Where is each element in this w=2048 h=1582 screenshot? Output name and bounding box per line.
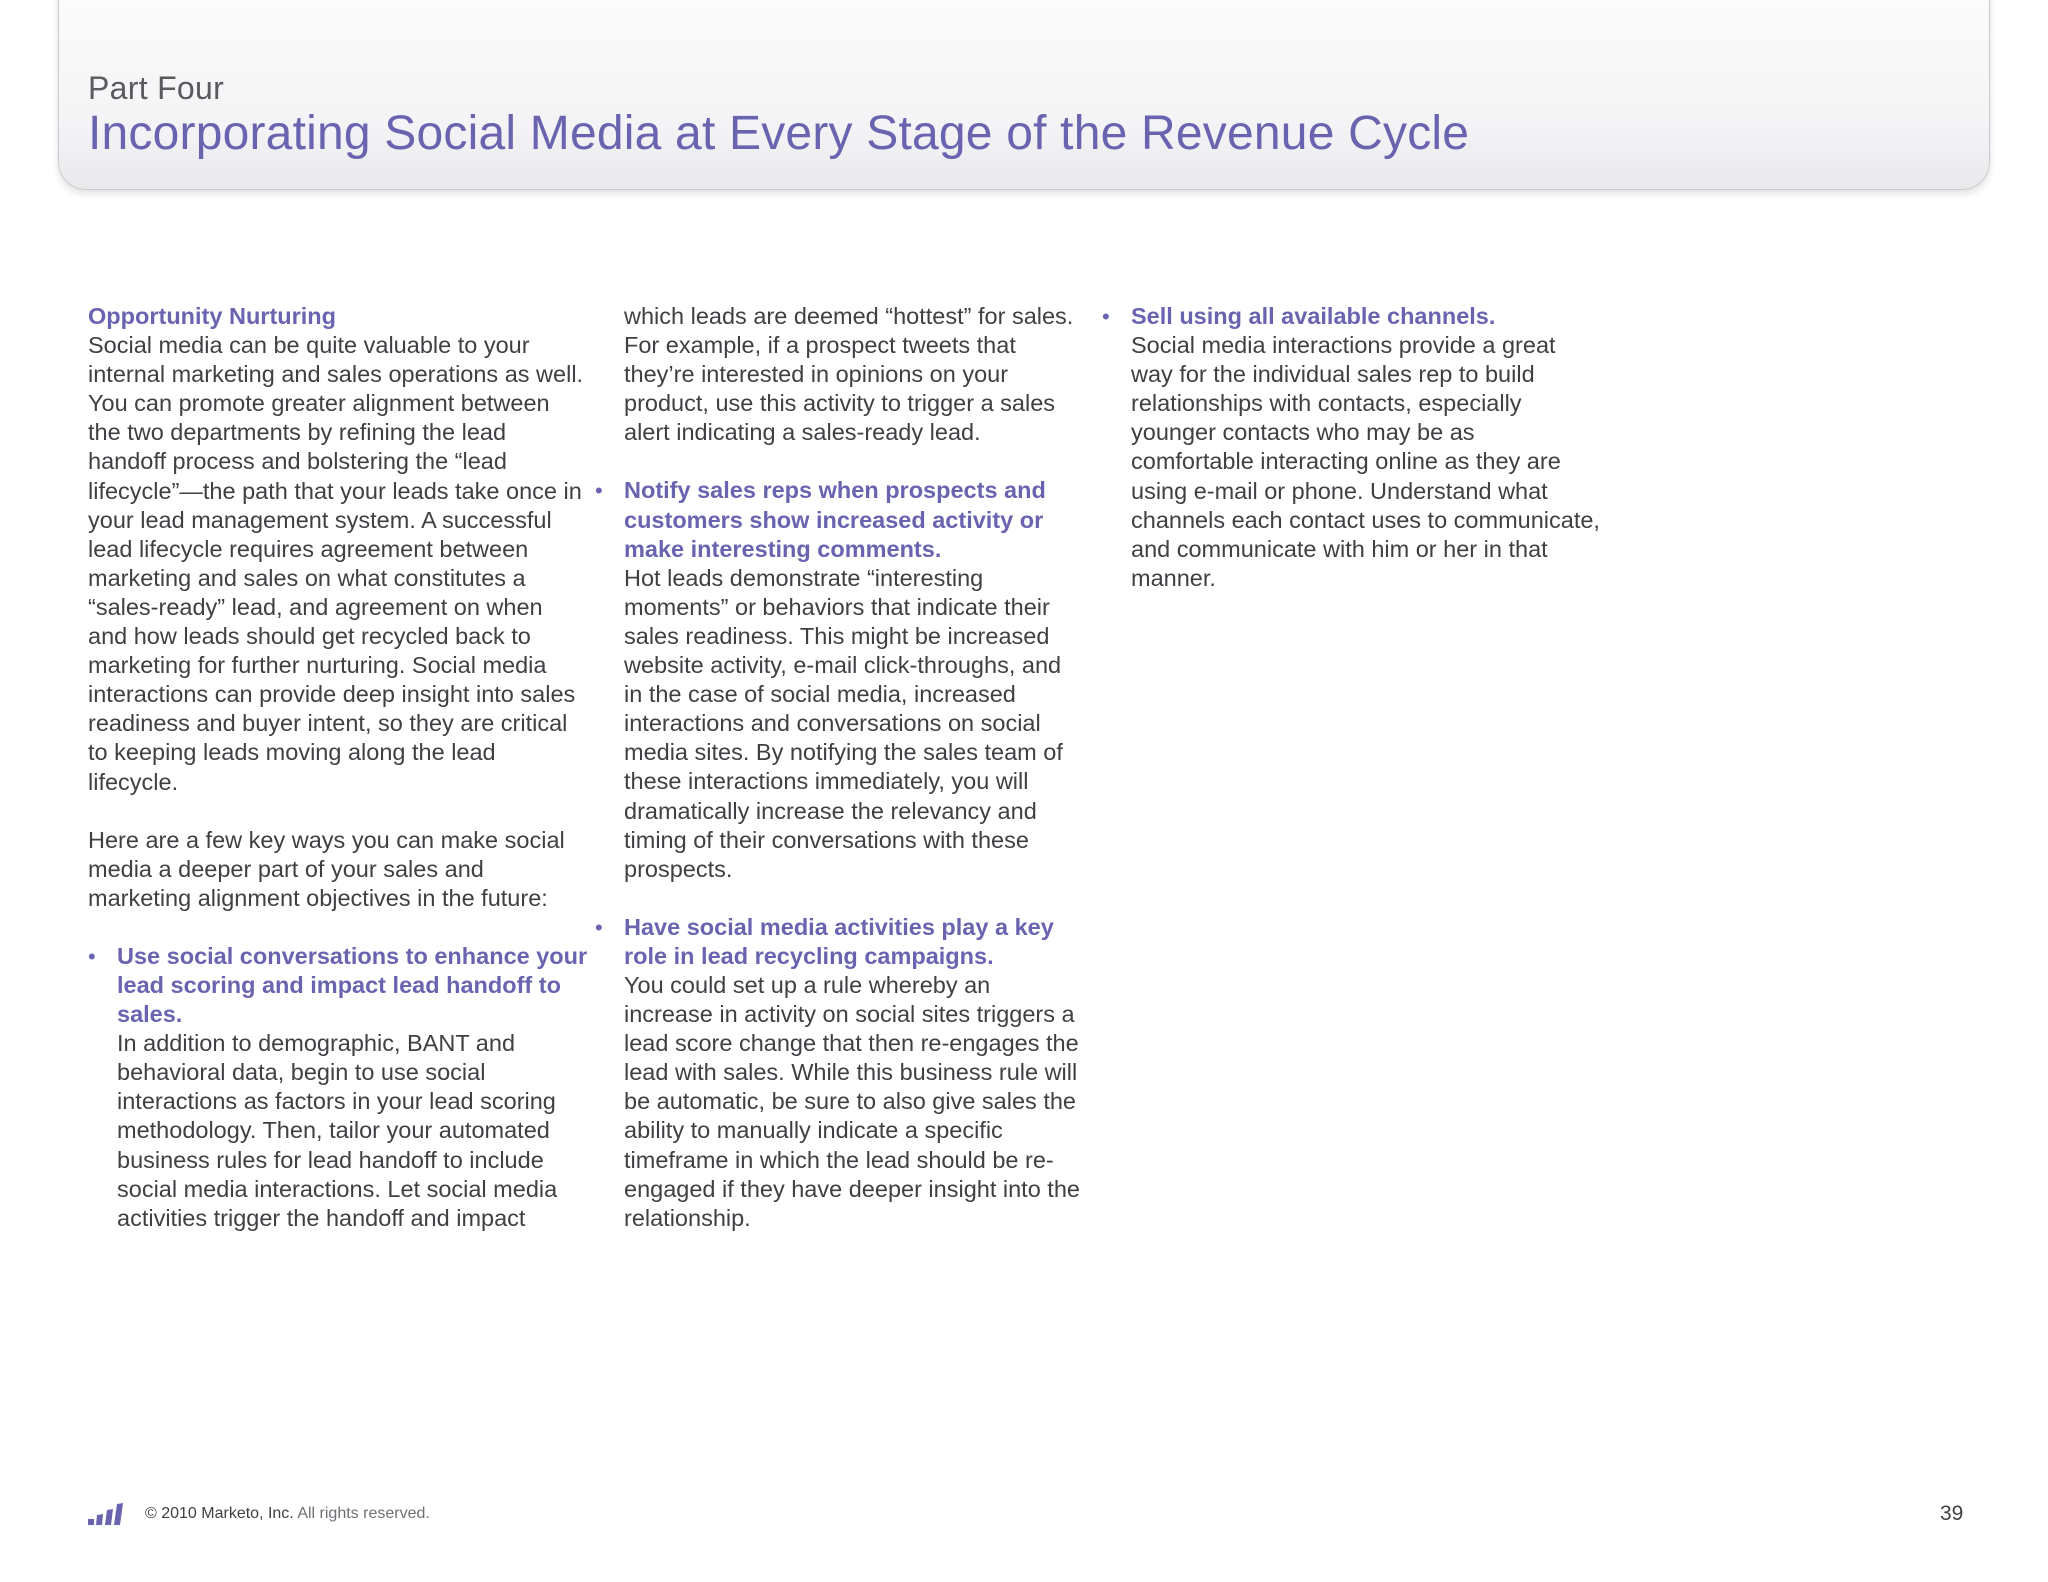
- column-1: [88, 302, 588, 1262]
- page-number: 39: [1940, 1502, 1964, 1525]
- bullet-title: Sell using all available channels.: [1131, 303, 1496, 329]
- rights-text: All rights reserved.: [297, 1505, 430, 1522]
- list-item: [88, 942, 588, 1233]
- bullet-icon: •: [595, 478, 603, 504]
- bullet-text: You could set up a rule whereby an increase in activity on social sites triggers a lead score change that then re-engages the lead with sales. While this business rule will be automatic, be sure to also give sales the ability to manually indicate a specific timeframe in which the lead should be re-engaged if they have deeper insight into the relationship.: [624, 971, 1080, 1231]
- part-label: Part Four: [88, 70, 225, 106]
- key-ways-paragraph: Here are a few key ways you can make social media a deeper part of your sales and marketing alignment objectives in the future:: [88, 826, 565, 911]
- marketo-bars-icon: [88, 1502, 128, 1526]
- bullet-title: Have social media activities play a key role in lead recycling campaigns.: [624, 913, 1054, 969]
- header-banner: [58, 0, 1990, 190]
- section-heading: Opportunity Nurturing: [88, 303, 337, 329]
- bullet-text: Hot leads demonstrate “interesting moments” or behaviors that indicate their sales readiness. This might be increased website activity, e-mail click-throughs, and in the case of social media, increased interactions and conversations on social media sites. By notifying the sales team of these interactions immediately, you will dramatically increase the relevancy and timing of their conversations with these prospects.: [624, 564, 1063, 882]
- bullet-continuation: which leads are deemed “hottest” for sales. For example, if a prospect tweets that they’re interested in opinions on your product, use this activity to trigger a sales alert indicating a sales-ready lead.: [624, 303, 1074, 446]
- footer-copyright: [145, 1505, 430, 1523]
- page-title: Incorporating Social Media at Every Stage of the Revenue Cycle: [88, 107, 1470, 160]
- bullet-text: Social media interactions provide a great way for the individual sales rep to build relationships with contacts, especially younger contacts who may be as comfortable interacting online as they are using e-mail or phone. Understand what channels each contact uses to communicate, and communicate with him or her in that manner.: [1131, 332, 1600, 591]
- list-item: [595, 476, 1084, 883]
- bullet-icon: •: [595, 914, 603, 940]
- bullet-icon: •: [1102, 304, 1110, 329]
- list-item: [595, 913, 1084, 1233]
- copyright-text: © 2010 Marketo, Inc.: [145, 1505, 294, 1522]
- bullet-icon: •: [88, 943, 96, 969]
- bullet-text: In addition to demographic, BANT and behavioral data, begin to use social interactions as factors in your lead scoring methodology. Then, tailor your automated business rules for lead handoff to include social media interactions. Let social media activities trigger the handoff and impact: [117, 1030, 558, 1231]
- column-2: [595, 302, 1084, 1262]
- list-item: [1102, 302, 1601, 593]
- column-3: [1102, 302, 1601, 622]
- bullet-title: Notify sales reps when prospects and customers show increased activity or make interesting comments.: [624, 477, 1046, 562]
- intro-paragraph: Social media can be quite valuable to your internal marketing and sales operations as well. You can promote greater alignment between the two departments by refining the lead handoff process and bolstering the “lead lifecycle”—the path that your leads take once in your lead management system. A successful lead lifecycle requires agreement between marketing and sales on what constitutes a “sales-ready” lead, and agreement on when and how leads should get recycled back to marketing for further nurturing. Social media interactions can provide deep insight into sales readiness and buyer intent, so they are critical to keeping leads moving along the lead lifecycle.: [88, 332, 584, 795]
- bullet-title: Use social conversations to enhance your lead scoring and impact lead handoff to sales.: [117, 942, 588, 1028]
